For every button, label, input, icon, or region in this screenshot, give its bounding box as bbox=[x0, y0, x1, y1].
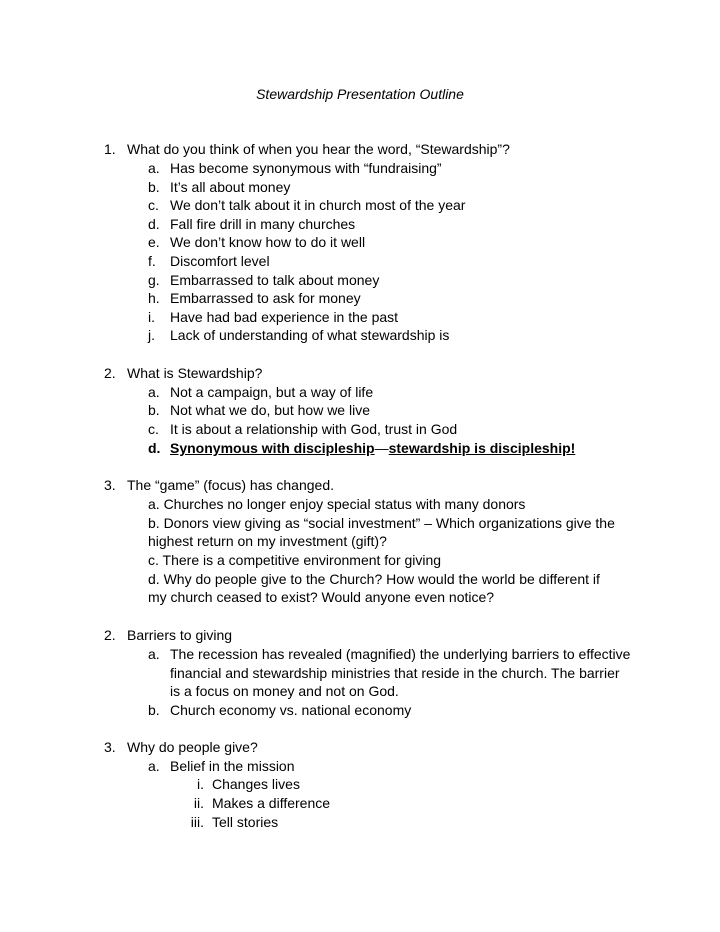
emphasis-text: stewardship is discipleship! bbox=[388, 440, 576, 456]
list-item-text: It’s all about money bbox=[170, 179, 291, 195]
list-item bbox=[0, 401, 720, 420]
list-item-text: Discomfort level bbox=[170, 253, 270, 269]
list-marker: b. bbox=[148, 702, 160, 718]
list-item-text: Fall fire drill in many churches bbox=[170, 216, 356, 232]
section-1-heading bbox=[0, 140, 720, 159]
section-2-heading bbox=[0, 364, 720, 383]
list-item-text: It is about a relationship with God, trust in God bbox=[170, 421, 458, 437]
paragraph-line: d. Why do people give to the Church? How would the world be different if bbox=[148, 571, 600, 587]
paragraph-line: a. Churches no longer enjoy special status with many donors bbox=[148, 496, 526, 512]
list-item bbox=[0, 289, 720, 308]
list-item bbox=[0, 326, 720, 345]
section-3-heading bbox=[0, 476, 720, 495]
list-item bbox=[0, 383, 720, 402]
paragraph-line: b. Donors view giving as “social investment” – Which organizations give the bbox=[148, 515, 615, 531]
list-item bbox=[0, 645, 720, 664]
list-item-text: Embarrassed to talk about money bbox=[170, 272, 380, 288]
sub-list-item bbox=[0, 813, 720, 832]
sub-list-item bbox=[0, 775, 720, 794]
paragraph-line: c. There is a competitive environment for giving bbox=[148, 552, 442, 568]
list-item bbox=[0, 271, 720, 290]
list-item bbox=[0, 757, 720, 776]
list-marker: i. bbox=[148, 309, 155, 325]
list-marker: g. bbox=[148, 272, 160, 288]
list-marker: a. bbox=[148, 646, 160, 662]
list-item-text: Embarrassed to ask for money bbox=[170, 290, 361, 306]
list-marker: a. bbox=[148, 160, 160, 176]
list-item bbox=[0, 159, 720, 178]
paragraph-line: highest return on my investment (gift)? bbox=[148, 533, 387, 549]
list-marker: i. bbox=[197, 776, 204, 792]
emphasis-text: Synonymous with discipleship bbox=[170, 440, 375, 456]
sub-list-item bbox=[0, 794, 720, 813]
section-text: What is Stewardship? bbox=[127, 365, 263, 381]
list-item-text: Not what we do, but how we live bbox=[170, 402, 370, 418]
list-item-text: Tell stories bbox=[212, 814, 279, 830]
list-item bbox=[0, 252, 720, 271]
paragraph-line: my church ceased to exist? Would anyone even notice? bbox=[148, 589, 495, 605]
section-5-heading bbox=[0, 738, 720, 757]
list-item-text: Have had bad experience in the past bbox=[170, 309, 399, 325]
list-marker: a. bbox=[148, 384, 160, 400]
list-marker: f. bbox=[148, 253, 156, 269]
list-item bbox=[0, 196, 720, 215]
list-marker: ii. bbox=[193, 795, 204, 811]
list-item bbox=[0, 701, 720, 720]
list-item-text: We don’t talk about it in church most of the year bbox=[170, 197, 466, 213]
section-text: What do you think of when you hear the word, “Stewardship”? bbox=[127, 141, 510, 157]
list-item bbox=[0, 215, 720, 234]
page-title: Stewardship Presentation Outline bbox=[256, 86, 464, 102]
section-text: The “game” (focus) has changed. bbox=[127, 477, 334, 493]
em-dash: — bbox=[374, 440, 389, 456]
list-item-continuation: is a focus on money and not on God. bbox=[170, 683, 399, 699]
list-item-text: Lack of understanding of what stewardship is bbox=[170, 327, 450, 343]
list-item bbox=[0, 233, 720, 252]
list-item-text: Not a campaign, but a way of life bbox=[170, 384, 374, 400]
section-4-heading bbox=[0, 626, 720, 645]
list-marker: b. bbox=[148, 402, 160, 418]
section-text: Why do people give? bbox=[127, 739, 258, 755]
list-item-text: The recession has revealed (magnified) the underlying barriers to effective bbox=[170, 646, 631, 662]
list-item-text: Makes a difference bbox=[212, 795, 331, 811]
list-number: 2. bbox=[104, 365, 116, 381]
list-item-text: Has become synonymous with “fundraising” bbox=[170, 160, 442, 176]
list-item bbox=[0, 308, 720, 327]
list-marker: c. bbox=[148, 421, 159, 437]
list-marker: c. bbox=[148, 197, 159, 213]
list-marker: iii. bbox=[190, 814, 204, 830]
list-item-text: Belief in the mission bbox=[170, 758, 295, 774]
list-marker: b. bbox=[148, 179, 160, 195]
list-item bbox=[0, 178, 720, 197]
list-marker: h. bbox=[148, 290, 160, 306]
list-number: 1. bbox=[104, 141, 116, 157]
list-number: 3. bbox=[104, 477, 116, 493]
list-number: 2. bbox=[104, 627, 116, 643]
list-number: 3. bbox=[104, 739, 116, 755]
list-item-text: We don’t know how to do it well bbox=[170, 234, 366, 250]
list-item-text: Church economy vs. national economy bbox=[170, 702, 412, 718]
list-item-text bbox=[170, 439, 575, 458]
list-marker: d. bbox=[148, 440, 161, 456]
list-marker: j. bbox=[148, 327, 155, 343]
section-text: Barriers to giving bbox=[127, 627, 233, 643]
list-item-emphasis bbox=[0, 439, 720, 458]
list-marker: e. bbox=[148, 234, 160, 250]
list-item-continuation: financial and stewardship ministries that reside in the church. The barrier bbox=[170, 665, 620, 681]
list-item bbox=[0, 420, 720, 439]
list-marker: a. bbox=[148, 758, 160, 774]
list-item-text: Changes lives bbox=[212, 776, 300, 792]
list-marker: d. bbox=[148, 216, 160, 232]
